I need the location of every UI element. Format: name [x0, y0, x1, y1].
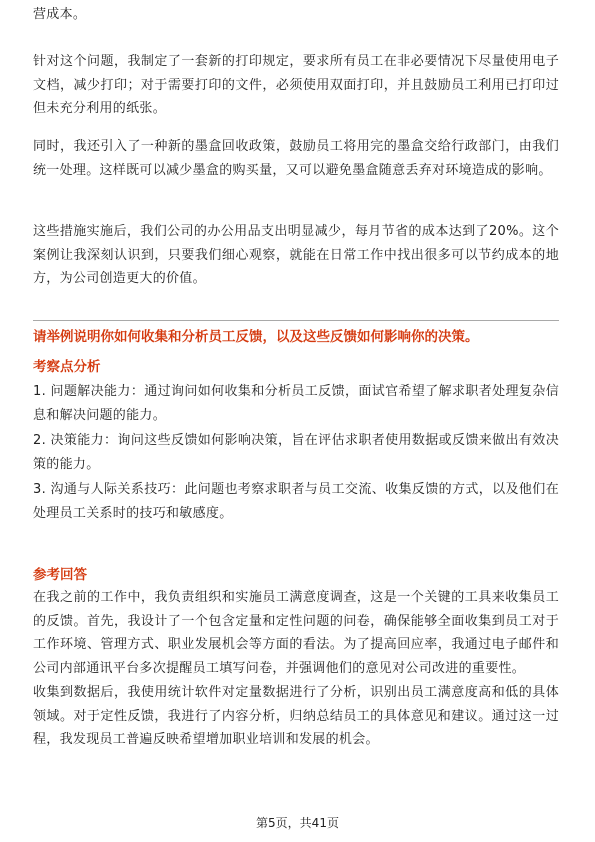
answer-paragraph: 在我之前的工作中，我负责组织和实施员工满意度调查，这是一个关键的工具来收集员工的反馈。首先，我设计了一个包含定量和定性问题的问卷，确保能够全面收集到员工对于工作环境、管理方式、职业发展机会等方面的看法。为了提高回应率，我通过电子邮件和公司内部通讯平台多次提醒员工填写问卷，并强调他们的意见对公司改进的重要性。: [33, 590, 559, 676]
analysis-item: 1. 问题解决能力：通过询问如何收集和分析员工反馈，面试官希望了解求职者处理复杂信息和解决问题的能力。: [33, 384, 559, 423]
section-divider: [33, 320, 559, 321]
intro-paragraph-2: 针对这个问题，我制定了一套新的打印规定，要求所有员工在非必要情况下尽量使用电子文档，减少打印；对于需要打印的文件，必须使用双面打印，并且鼓励员工利用已打印过但未充分利用的纸张。: [33, 54, 559, 116]
answer-heading: 参考回答: [33, 567, 87, 583]
answer-body: [33, 586, 559, 752]
analysis-item: 3. 沟通与人际关系技巧：此问题也考察求职者与员工交流、收集反馈的方式，以及他们在处理员工关系时的技巧和敏感度。: [33, 482, 559, 521]
intro-paragraph-4: 这些措施实施后，我们公司的办公用品支出明显减少，每月节省的成本达到了20%。这个案例让我深刻认识到，只要我们细心观察，就能在日常工作中找出很多可以节约成本的地方，为公司创造更大的价值。: [33, 224, 559, 286]
intro-paragraph-3: 同时，我还引入了一种新的墨盒回收政策，鼓励员工将用完的墨盒交给行政部门，由我们统一处理。这样既可以减少墨盒的购买量，又可以避免墨盒随意丢弃对环境造成的影响。: [33, 139, 559, 178]
analysis-item: 2. 决策能力：询问这些反馈如何影响决策，旨在评估求职者使用数据或反馈来做出有效决策的能力。: [33, 433, 559, 472]
question-heading: 请举例说明你如何收集和分析员工反馈，以及这些反馈如何影响你的决策。: [33, 329, 479, 345]
analysis-list: [33, 380, 559, 525]
intro-paragraph-1: 营成本。: [33, 7, 87, 22]
analysis-heading: 考察点分析: [33, 359, 101, 375]
page-number-footer: 第5页，共41页: [256, 816, 339, 830]
answer-paragraph: 收集到数据后，我使用统计软件对定量数据进行了分析，识别出员工满意度高和低的具体领域。对于定性反馈，我进行了内容分析，归纳总结员工的具体意见和建议。通过这一过程，我发现员工普遍反映希望增加职业培训和发展的机会。: [33, 685, 559, 747]
